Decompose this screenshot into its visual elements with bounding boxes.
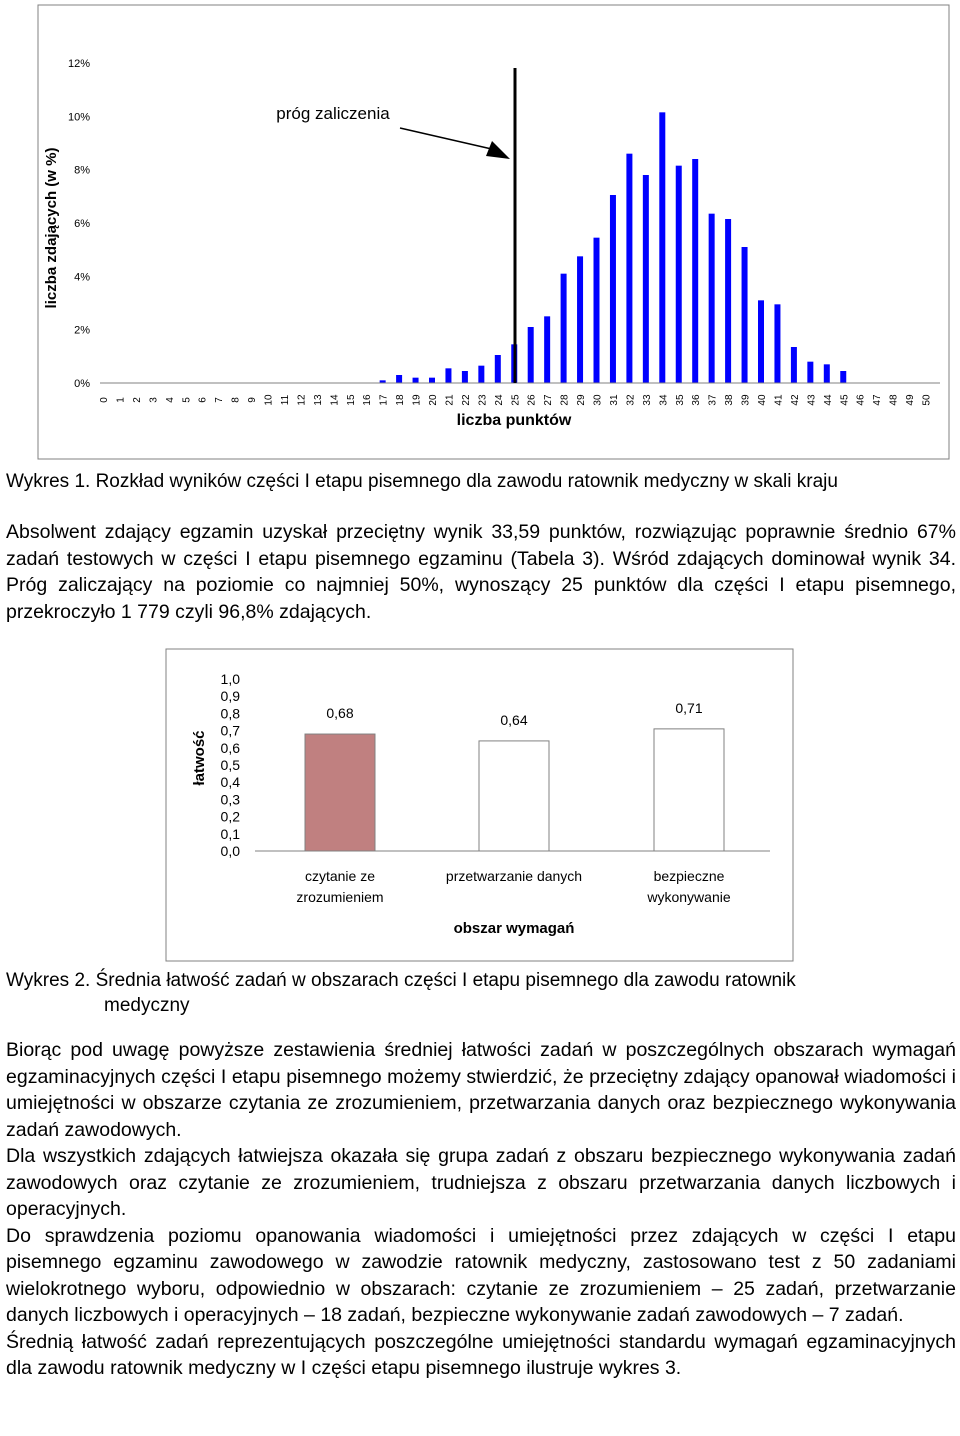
chart1-bar xyxy=(643,175,649,383)
chart1-y-tick-label: 8% xyxy=(74,164,90,177)
chart2-data-label: 0,71 xyxy=(675,699,703,716)
chart2-category-label: bezpieczne wykonywanie xyxy=(647,868,731,905)
chart2-caption-head: Wykres 2. Średnia łatwość zadań w obszarach części I etapu pisemnego dla zawodu ratownik xyxy=(6,970,796,991)
score-distribution-chart xyxy=(0,0,960,462)
chart1-y-tick-label: 6% xyxy=(74,218,90,230)
chart1-x-tick-label: 14 xyxy=(329,394,341,406)
chart1-x-tick-label: 19 xyxy=(411,394,423,406)
chart1-x-tick-label: 21 xyxy=(444,394,456,406)
chart1-bar xyxy=(577,256,583,383)
chart1-bar xyxy=(758,300,764,383)
body-text xyxy=(6,1037,956,1382)
chart2-y-tick-label: 0,2 xyxy=(220,808,240,825)
chart1-bar xyxy=(610,195,616,383)
chart1-x-tick-label: 6 xyxy=(197,397,209,403)
chart1-bar xyxy=(462,371,468,383)
chart1-x-tick-label: 41 xyxy=(773,394,785,406)
chart1-x-tick-label: 1 xyxy=(115,397,127,403)
chart1-frame xyxy=(38,5,949,459)
paragraph-chart3-reference: Średnią łatwość zadań reprezentujących poszczególne umiejętności standardu wymagań egzaminacyjnych dla zawodu ratownik medyczny w I części etapu pisemnego ilustruje wykres 3. xyxy=(6,1330,956,1379)
chart1-x-tick-label: 17 xyxy=(378,394,390,406)
chart1-x-tick-label: 10 xyxy=(263,394,275,406)
chart1-x-tick-label: 16 xyxy=(362,394,374,406)
chart1-x-tick-label: 44 xyxy=(822,394,834,406)
chart2-y-axis-label: łatwość xyxy=(191,730,208,786)
chart1-x-tick-label: 35 xyxy=(674,394,686,406)
chart2-y-tick-label: 0,4 xyxy=(220,774,240,791)
chart1-x-tick-label: 34 xyxy=(658,394,670,406)
chart1-y-axis-label: liczba zdających (w %) xyxy=(43,147,60,309)
chart1-x-tick-label: 7 xyxy=(214,397,226,403)
chart1-y-tick-label: 10% xyxy=(67,111,90,124)
chart2-category-label: czytanie ze zrozumieniem xyxy=(296,868,384,905)
chart1-bar xyxy=(824,364,830,383)
chart1-x-tick-label: 12 xyxy=(296,394,308,406)
chart1-bar xyxy=(594,238,600,383)
chart1-bar xyxy=(429,378,435,383)
chart2-y-tick-label: 0,6 xyxy=(220,739,240,756)
chart1-x-axis-label: liczba punktów xyxy=(456,412,572,429)
chart1-x-tick-label: 36 xyxy=(691,394,703,406)
chart2-y-tick-label: 0,0 xyxy=(220,843,240,859)
chart1-bar xyxy=(725,219,731,383)
chart1-x-tick-label: 47 xyxy=(872,394,884,406)
chart1-x-tick-label: 46 xyxy=(855,394,867,406)
threshold-annotation: próg zaliczenia xyxy=(276,104,390,123)
chart1-bar xyxy=(528,327,534,383)
chart2-bar xyxy=(305,734,375,851)
chart1-x-tick-label: 49 xyxy=(905,394,917,406)
chart2-y-tick-label: 0,9 xyxy=(220,688,240,705)
chart1-x-tick-label: 42 xyxy=(789,394,801,406)
paragraph-test-structure: Do sprawdzenia poziomu opanowania wiadomości i umiejętności przez zdających w części I etapu pisemnego egzaminu zawodowego w zawodzie ratownik medyczny, zastosowano test z 50 zadaniami wielokrotnego wyboru, odpowiednio w obszarach: czytanie ze zrozumieniem – 25 zadań, przetwarzanie danych liczbowych i operacyjnych – 18 zadań, bezpieczne wykonywanie zadań zawodowych – 7 zadań. xyxy=(6,1224,956,1326)
chart1-x-tick-label: 33 xyxy=(641,394,653,406)
chart2-y-tick-label: 0,5 xyxy=(220,757,240,773)
chart1-x-tick-label: 25 xyxy=(510,394,522,406)
chart1-bar xyxy=(544,316,550,383)
chart2-caption-tail: medyczny xyxy=(104,995,190,1016)
chart2-bar xyxy=(479,741,549,851)
chart1-x-tick-label: 2 xyxy=(131,397,143,403)
chart1-bar xyxy=(495,355,501,383)
chart1-x-tick-label: 28 xyxy=(559,394,571,406)
chart1-x-tick-label: 23 xyxy=(477,394,489,406)
chart2-y-tick-label: 1,0 xyxy=(220,671,240,687)
chart2-x-axis-label: obszar wymagań xyxy=(453,920,575,937)
chart1-y-tick-label: 4% xyxy=(74,271,90,284)
chart1-x-tick-label: 5 xyxy=(181,397,193,403)
chart1-x-tick-label: 18 xyxy=(395,394,407,406)
chart1-bar xyxy=(692,159,698,383)
chart2-y-tick-label: 0,3 xyxy=(220,791,240,808)
chart1-caption: Wykres 1. Rozkład wyników części I etapu pisemnego dla zawodu ratownik medyczny w skali kraju xyxy=(6,471,838,492)
chart1-x-tick-label: 50 xyxy=(921,394,933,406)
chart2-y-tick-label: 0,1 xyxy=(220,825,240,842)
chart1-bar xyxy=(742,247,748,383)
chart1-bar xyxy=(774,304,780,383)
chart2-y-tick-label: 0,7 xyxy=(220,722,240,739)
chart1-x-tick-label: 9 xyxy=(247,397,259,403)
chart1-bar xyxy=(561,274,567,383)
chart2-data-label: 0,64 xyxy=(500,711,528,728)
chart1-bar xyxy=(676,166,682,383)
chart1-bar xyxy=(413,378,419,383)
chart1-bar xyxy=(396,375,402,383)
chart1-x-tick-label: 8 xyxy=(230,397,242,403)
chart2-bar xyxy=(654,729,724,851)
chart1-x-tick-label: 43 xyxy=(806,394,818,406)
area-ease-chart xyxy=(0,646,960,966)
chart1-x-tick-label: 4 xyxy=(164,397,176,403)
chart1-bar xyxy=(840,371,846,383)
chart1-x-tick-label: 48 xyxy=(888,394,900,406)
chart1-x-tick-label: 40 xyxy=(757,394,768,406)
chart1-x-tick-label: 29 xyxy=(576,394,588,406)
chart2-caption xyxy=(6,968,956,1018)
chart1-y-tick-label: 2% xyxy=(74,324,90,337)
chart1-x-tick-label: 0 xyxy=(99,397,110,403)
chart1-x-tick-label: 20 xyxy=(428,394,439,406)
chart2-category-label: przetwarzanie danych xyxy=(445,868,583,884)
chart1-x-tick-label: 13 xyxy=(312,394,324,406)
chart1-x-tick-label: 27 xyxy=(543,394,555,406)
chart1-x-tick-label: 31 xyxy=(608,394,620,406)
paragraph-conclusion: Biorąc pod uwagę powyższe zestawienia średniej łatwości zadań w poszczególnych obszarach wymagań egzaminacyjnych części I etapu pisemnego możemy stwierdzić, że przeciętny zdający opanował wiadomości i umiejętności w obszarze czytania ze zrozumieniem, przetwarzania danych oraz bezpiecznego wykonywania zadań zawodowych. xyxy=(6,1039,956,1141)
chart1-x-tick-label: 24 xyxy=(493,394,505,406)
chart1-bar xyxy=(478,366,484,383)
chart1-x-tick-label: 39 xyxy=(740,394,752,406)
chart1-x-tick-label: 38 xyxy=(724,394,736,406)
chart1-bar xyxy=(445,368,451,383)
chart1-y-tick-label: 0% xyxy=(74,378,90,390)
chart1-bar xyxy=(626,154,632,383)
chart1-x-tick-label: 15 xyxy=(345,394,357,406)
chart1-bar xyxy=(709,214,715,383)
chart1-x-tick-label: 3 xyxy=(148,397,160,403)
paragraph-summary: Absolwent zdający egzamin uzyskał przeciętny wynik 33,59 punktów, rozwiązując poprawnie średnio 67% zadań testowych w części I etapu pisemnego egzaminu (Tabela 3). Wśród zdających dominował wynik 34. Próg zaliczający na poziomie co najmniej 50%, wynoszący 25 punktów dla części I etapu pisemnego, przekroczyło 1 779 czyli 96,8% zdających. xyxy=(6,521,956,623)
chart1-x-tick-label: 45 xyxy=(839,394,851,406)
chart1-x-tick-label: 37 xyxy=(707,394,719,406)
chart1-bar xyxy=(791,347,797,383)
chart1-x-tick-label: 26 xyxy=(526,394,538,406)
chart1-x-tick-label: 32 xyxy=(625,394,637,406)
chart1-x-tick-label: 30 xyxy=(592,394,604,406)
chart1-x-tick-label: 11 xyxy=(279,394,291,406)
paragraph-easiest-group: Dla wszystkich zdających łatwiejsza okazała się grupa zadań z obszaru bezpiecznego wykonywania zadań zawodowych oraz czytanie ze zrozumieniem, trudniejsza z obszaru przetwarzania danych liczbowych i operacyjnych. xyxy=(6,1145,956,1220)
chart1-y-tick-label: 12% xyxy=(67,58,90,70)
chart1-bar xyxy=(807,362,813,383)
chart2-y-tick-label: 0,8 xyxy=(220,705,240,722)
chart1-bar xyxy=(659,112,665,383)
chart1-x-tick-label: 22 xyxy=(460,394,472,406)
chart2-data-label: 0,68 xyxy=(326,705,354,722)
